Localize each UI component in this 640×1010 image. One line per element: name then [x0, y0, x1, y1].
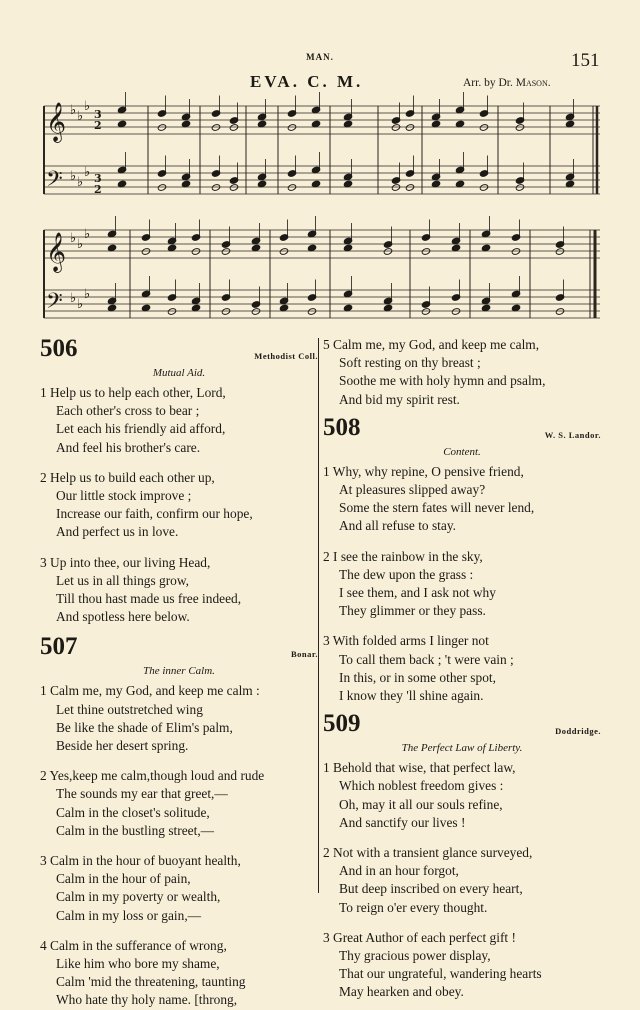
verse-line: The dew upon the grass : — [339, 566, 474, 582]
verse-line: Calm in the closet's solitude, — [56, 804, 210, 820]
verse-line: Our little stock improve ; — [56, 488, 192, 504]
hymn-509-stanza-1 — [323, 759, 601, 832]
hymn-508-stanza-2 — [323, 548, 601, 621]
verse-line: Increase our faith, confirm our hope, — [56, 506, 253, 522]
verse-line: And all refuse to stay. — [339, 518, 457, 534]
hymn-506-header — [40, 336, 318, 366]
verse-line: 3 Great Author of each perfect gift ! — [323, 929, 516, 945]
verse-line: And spotless here below. — [56, 609, 190, 625]
treble-clef-2: 𝄞 — [46, 232, 67, 272]
verse-line: Some the stern fates will never lend, — [339, 500, 535, 516]
hymn-507-stanza-2 — [40, 767, 318, 840]
hymn-508-stanza-1 — [323, 463, 601, 536]
hymn-507-subtitle: The inner Calm. — [143, 665, 215, 678]
verse-line: 1 Calm me, my God, and keep me calm : — [40, 683, 260, 699]
verse-line: 5 Calm me, my God, and keep me calm, — [323, 337, 540, 352]
hymn-507-header — [40, 634, 318, 664]
verse-line: At pleasures slipped away? — [339, 482, 486, 498]
verse-line: I know they 'll shine again. — [339, 688, 484, 704]
verse-line: To reign o'er every thought. — [339, 899, 488, 915]
verse-line: In this, or in some other spot, — [339, 669, 496, 685]
hymn-507-stanza-4 — [40, 937, 318, 1010]
verse-line: They glimmer or they pass. — [339, 603, 486, 619]
svg-text:♭: ♭ — [84, 165, 91, 180]
verse-line: I see them, and I ask not why — [339, 585, 496, 601]
svg-text:3: 3 — [94, 172, 102, 185]
verse-line: But deep inscribed on every heart, — [339, 881, 523, 897]
treble-clef-1: 𝄞 — [46, 102, 67, 142]
verse-line: Let each his friendly aid afford, — [56, 421, 226, 437]
svg-text:♭: ♭ — [77, 237, 84, 252]
key-and-time-signatures — [70, 99, 102, 312]
svg-text:2: 2 — [94, 183, 102, 196]
running-head: MAN. — [306, 52, 334, 62]
music-score — [0, 0, 640, 330]
svg-text:♭: ♭ — [77, 297, 84, 312]
svg-text:♭: ♭ — [84, 99, 91, 114]
svg-text:♭: ♭ — [70, 103, 77, 118]
verse-line: Who hate thy holy name. [throng, — [56, 992, 238, 1008]
verse-line: 3 With folded arms I linger not — [323, 633, 489, 649]
hymn-506-stanza-1 — [40, 384, 318, 457]
verse-line: The sounds my ear that greet,— — [56, 786, 228, 802]
svg-text:♭: ♭ — [84, 227, 91, 242]
svg-text:♭: ♭ — [70, 231, 77, 246]
verse-line: Calm in my poverty or wealth, — [56, 889, 221, 905]
left-column — [40, 336, 318, 1010]
svg-text:♭: ♭ — [84, 287, 91, 302]
verse-line: Calm in the bustling street,— — [56, 822, 215, 838]
verse-line: And in an hour forgot, — [339, 863, 459, 879]
hymn-506-author: Methodist Coll. — [254, 351, 318, 361]
hymn-508-author: W. S. Landor. — [544, 429, 601, 440]
hymn-506-stanza-2 — [40, 469, 318, 542]
svg-text:♭: ♭ — [77, 175, 84, 190]
tune-title: EVA. C. M. — [250, 72, 364, 91]
verse-line: Calm 'mid the threatening, taunting — [56, 974, 246, 990]
staff-lines — [44, 106, 600, 318]
verse-line: Thy gracious power display, — [339, 948, 491, 964]
verse-line: Let thine outstretched wing — [56, 701, 203, 717]
bar-lines — [44, 106, 597, 318]
hymn-509-author: Doddridge. — [555, 726, 601, 737]
svg-text:2: 2 — [94, 119, 102, 132]
hymn-507-number: 507 — [40, 633, 78, 661]
hymn-509-subtitle: The Perfect Law of Liberty. — [401, 742, 523, 755]
svg-text:♭: ♭ — [77, 109, 84, 124]
verse-line: Let us in all things grow, — [56, 572, 190, 588]
verse-line: Each other's cross to bear ; — [56, 403, 200, 419]
verse-line: 1 Help us to help each other, Lord, — [40, 385, 226, 400]
verse-line: And bid my spirit rest. — [339, 391, 460, 407]
hymn-508-subtitle: Content. — [443, 445, 481, 458]
page-number: 151 — [571, 50, 600, 71]
hymn-507-stanza-1 — [40, 682, 318, 755]
hymn-506-subtitle: Mutual Aid. — [152, 367, 206, 379]
verse-line: Like him who bore my shame, — [56, 956, 220, 972]
music-notes — [107, 92, 574, 315]
verse-line: And perfect us in love. — [56, 524, 179, 540]
column-divider — [318, 338, 319, 893]
verse-line: 4 Calm in the sufferance of wrong, — [40, 937, 227, 953]
svg-text:♭: ♭ — [70, 291, 77, 306]
verse-line: Calm in my loss or gain,— — [56, 907, 202, 923]
bass-clef-2: 𝄢 — [46, 289, 63, 319]
verse-line: 2 I see the rainbow in the sky, — [323, 548, 483, 564]
verse-line: 2 Yes,keep me calm,though loud and rude — [40, 768, 265, 784]
hymn-508-stanza-3 — [323, 632, 601, 705]
verse-line: 2 Not with a transient glance surveyed, — [323, 845, 533, 861]
verse-line: That our ungrateful, wandering hearts — [339, 966, 542, 982]
verse-line: 3 Calm in the hour of buoyant health, — [40, 853, 241, 869]
hymn-506-stanza-3 — [40, 554, 318, 627]
verse-line: Soft resting on thy breast ; — [339, 355, 481, 371]
verse-line: Be like the shade of Elim's palm, — [56, 719, 233, 735]
svg-text:3: 3 — [94, 108, 102, 121]
verse-line: Soothe me with holy hymn and psalm, — [339, 373, 546, 389]
verse-line: May hearken and obey. — [339, 984, 464, 1000]
verse-line: Till thou hast made us free indeed, — [56, 591, 242, 607]
hymn-509-stanza-3 — [323, 929, 601, 1002]
arranger-name: Mason. — [515, 77, 551, 89]
svg-text:♭: ♭ — [70, 169, 77, 184]
hymn-509-number: 509 — [323, 710, 361, 738]
clefs — [46, 102, 66, 319]
verse-line: Beside her desert spring. — [56, 738, 189, 754]
hymn-508-number: 508 — [323, 413, 361, 441]
verse-line: To call them back ; 't were vain ; — [339, 651, 514, 667]
hymn-506-number: 506 — [40, 335, 78, 362]
hymn-509-stanza-2 — [323, 844, 601, 917]
hymn-507-stanza-3 — [40, 852, 318, 925]
verse-line: And sanctify our lives ! — [339, 814, 466, 830]
verse-line: Which noblest freedom gives : — [339, 778, 504, 794]
hymn-508-header — [323, 415, 601, 445]
verse-line: And feel his brother's care. — [56, 439, 201, 455]
verse-line: 3 Up into thee, our living Head, — [40, 554, 211, 570]
arranger-prefix: Arr. by Dr. — [463, 77, 516, 89]
right-column — [323, 336, 601, 1002]
hymn-509-header — [323, 711, 601, 741]
verse-line: Calm in the hour of pain, — [56, 871, 191, 887]
bass-clef-1: 𝄢 — [46, 167, 63, 197]
verse-line: Oh, may it all our souls refine, — [339, 796, 503, 812]
hymn-507-stanza-5 — [323, 336, 601, 409]
verse-line: 1 Behold that wise, that perfect law, — [323, 760, 516, 776]
verse-line: 1 Why, why repine, O pensive friend, — [323, 463, 524, 479]
verse-line: 2 Help us to build each other up, — [40, 469, 215, 485]
hymn-507-author: Bonar. — [290, 649, 318, 660]
